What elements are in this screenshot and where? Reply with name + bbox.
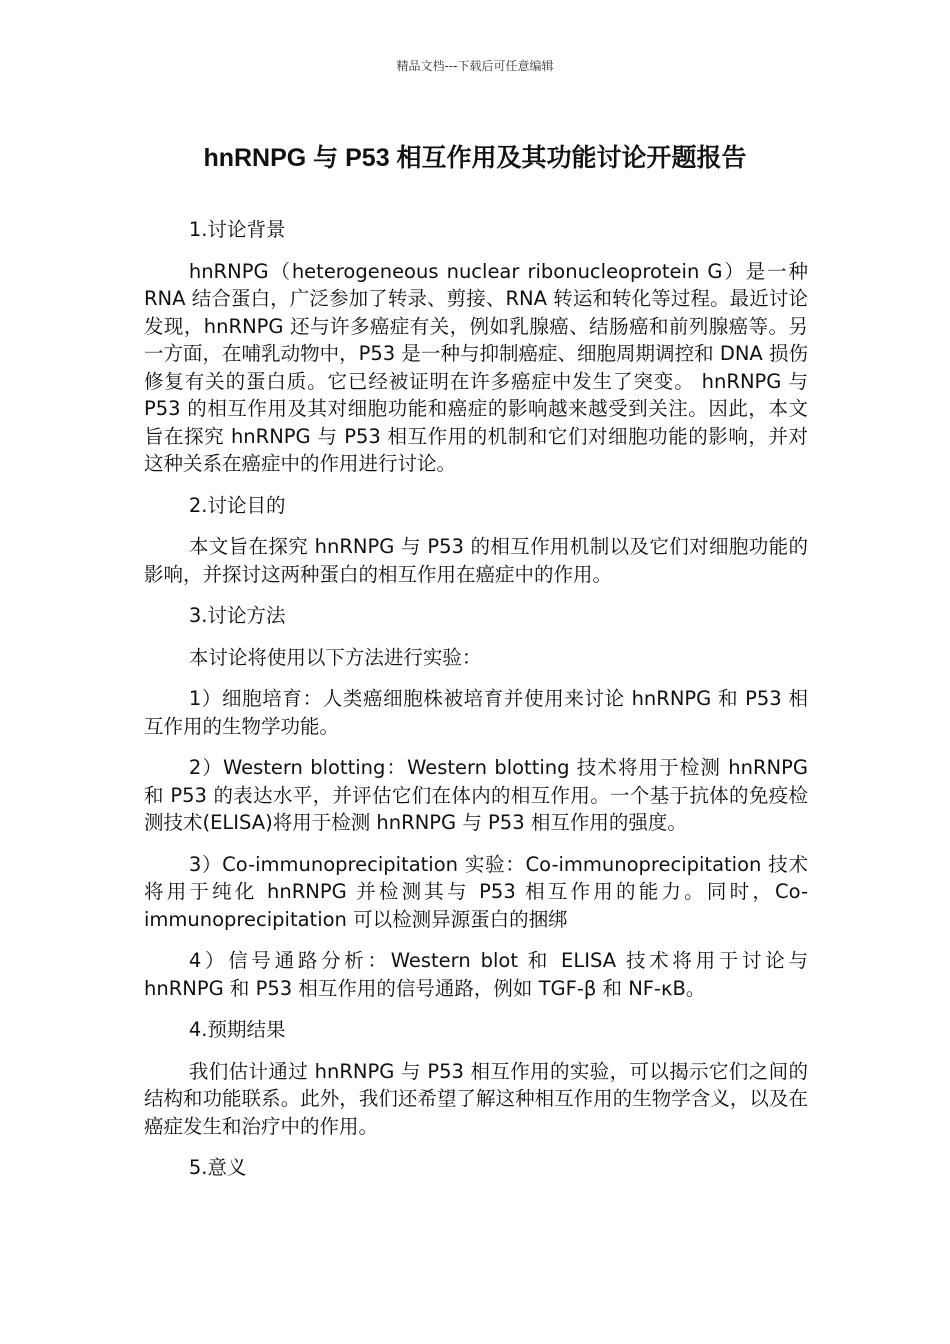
header-note: 精品文档---下载后可任意编辑	[396, 59, 554, 73]
section-heading-results: 4.预期结果	[188, 1018, 286, 1041]
method-item: 1）细胞培育：人类癌细胞株被培育并使用来讨论 hnRNPG 和 P53 相互作用的生物学功能。	[144, 687, 808, 738]
document-body	[144, 216, 808, 1196]
method-item: 4）信号通路分析：Western blot 和 ELISA 技术将用于讨论与 hnRNPG 和 P53 相互作用的信号通路，例如 TGF-β 和 NF-κB。	[144, 949, 808, 1000]
methods-intro: 本讨论将使用以下方法进行实验：	[188, 645, 482, 669]
background-paragraph: hnRNPG（heterogeneous nuclear ribonucleoprotein G）是一种 RNA 结合蛋白，广泛参加了转录、剪接、RNA 转运和转化等过程。最近讨论发现，hnRNPG 还与许多癌症有关，例如乳腺癌、结肠癌和前列腺癌等。另一方面，在哺乳动物中，P53 是一种与抑制癌症、细胞周期调控和 DNA 损伤修复有关的蛋白质。它已经被证明在许多癌症中发生了突变。 hnRNPG 与 P53 的相互作用及其对细胞功能和癌症的影响越来越受到关注。因此，本文旨在探究 hnRNPG 与 P53 相互作用的机制和它们对细胞功能的影响，并对这种关系在癌症中的作用进行讨论。	[144, 259, 808, 475]
document-title: hnRNPG 与 P53 相互作用及其功能讨论开题报告	[203, 144, 747, 172]
section-heading-background: 1.讨论背景	[188, 218, 286, 241]
section-heading-purpose: 2.讨论目的	[188, 493, 286, 517]
section-heading-significance: 5.意义	[188, 1156, 247, 1179]
method-item: 2）Western blotting：Western blotting 技术将用于检测 hnRNPG 和 P53 的表达水平，并评估它们在体内的相互作用。一个基于抗体的免疫检测技术(ELISA)将用于检测 hnRNPG 与 P53 相互作用的强度。	[144, 756, 808, 834]
purpose-paragraph: 本文旨在探究 hnRNPG 与 P53 的相互作用机制以及它们对细胞功能的影响，并探讨这两种蛋白的相互作用在癌症中的作用。	[144, 535, 808, 586]
section-heading-methods: 3.讨论方法	[188, 604, 286, 627]
results-paragraph: 我们估计通过 hnRNPG 与 P53 相互作用的实验，可以揭示它们之间的结构和功能联系。此外，我们还希望了解这种相互作用的生物学含义，以及在癌症发生和治疗中的作用。	[144, 1059, 808, 1138]
method-item: 3）Co-immunoprecipitation 实验：Co-immunoprecipitation 技术将用于纯化 hnRNPG 并检测其与 P53 相互作用的能力。同时，Co-immunoprecipitation 可以检测异源蛋白的捆绑	[144, 852, 808, 931]
